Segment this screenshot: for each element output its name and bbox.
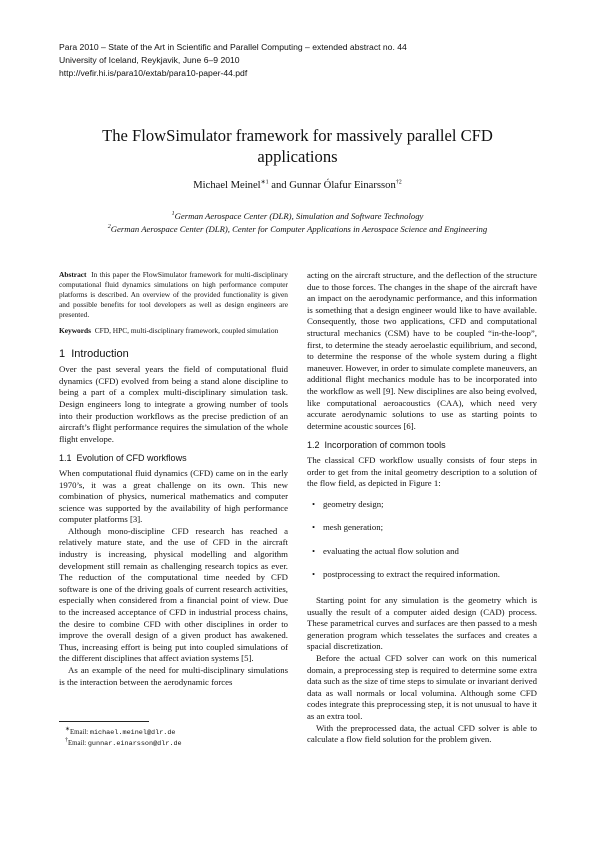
affiliation	[40, 224, 555, 234]
paragraph: With the preprocessed data, the actual CFD solver is able to calculate a flow field solution for the problem given.	[307, 722, 537, 745]
list-item-text: postprocessing to extract the required information.	[323, 569, 500, 580]
header-url[interactable]: http://vefir.hi.is/para10/extab/para10-paper-44.pdf	[59, 68, 248, 79]
paper-title	[60, 126, 535, 167]
paragraph: When computational fluid dynamics (CFD) came on in the early 1970’s, it was a great challenge on its own. This new combination of physics, numerical mathematics and computer science was supported by the availability of high performance computer platforms [3].	[59, 467, 288, 525]
footnote-rule	[59, 721, 149, 722]
list-item	[307, 546, 537, 570]
footnote-email[interactable]: gunnar.einarsson@dlr.de	[87, 740, 182, 748]
paragraph: Over the past several years the field of computational fluid dynamics (CFD) evolved from being a stand alone discipline to being a part of a complex multi-disciplinary simulation task. Design engineers long to integrate a growing number of tools into their production workflows as the precise prediction of an aircraft’s flight performance requires the simulation of the whole flight envelope.	[59, 364, 288, 444]
keywords-label: Keywords	[59, 326, 92, 336]
section-title: Introduction	[71, 347, 129, 360]
header-line: University of Iceland, Reykjavik, June 6–9 2010	[59, 55, 240, 66]
paragraph: Starting point for any simulation is the geometry which is usually the result of a computer aided design (CAD) process. These parametrical curves and surfaces are then passed to a mesh generation program which tesselates the surfaces and creates a spacial discretization.	[307, 595, 537, 652]
subsection-title: Evolution of CFD workflows	[76, 453, 187, 464]
section-number: 1	[59, 347, 66, 360]
footnote	[65, 726, 176, 737]
bullet-icon: •	[312, 498, 316, 509]
affiliation-text: German Aerospace Center (DLR), Center for Computer Applications in Aerospace Science and Engineering	[110, 224, 488, 234]
bullet-list	[307, 499, 537, 593]
author-conjunction: and	[268, 180, 290, 191]
keywords-text: CFD, HPC, multi-disciplinary framework, coupled simulation	[94, 326, 279, 336]
left-column	[59, 270, 288, 688]
paragraph: acting on the aircraft structure, and the deflection of the structure due to those forces. The changes in the shape of the aircraft have an impact on the aerodynamic performance, and this information is something that a design engineer would like to have available. Consequently, those two applications, CFD and computational structural mechanics (CSM) have to be coupled “in-the-loop”, first, to determine the steady aeroelastic equilibrium, and second, to determine the response of the whole system during a flight maneuver. However, in order to simulate complete maneuvers, an additional flight mechanics module has to be incorporated into the workflow as well [9]. New disciplines are also being evolved, like computational aeroacoustics (CAA), which need very accurate aerodynamic solutions to use as starting points to determine acoustic sources [6].	[307, 270, 537, 431]
paragraph: The classical CFD workflow usually consists of four steps in order to get from the inital geometry description to a solution of the flow field, as depicted in Figure 1:	[307, 454, 537, 489]
affiliation-marker: 2	[107, 224, 111, 231]
header-line: Para 2010 – State of the Art in Scientific and Parallel Computing – extended abstract no. 44	[59, 42, 407, 52]
right-column	[307, 270, 537, 746]
footnote	[65, 737, 182, 748]
author-marker: ∗1	[260, 179, 269, 186]
affiliation-text: German Aerospace Center (DLR), Simulation and Software Technology	[174, 211, 424, 221]
subsection-number: 1.2	[307, 440, 320, 451]
subsection-heading	[59, 453, 288, 465]
footnote-label: Email:	[70, 729, 90, 736]
title-line: The FlowSimulator framework for massively parallel CFD	[102, 126, 493, 145]
list-item-text: geometry design;	[323, 498, 384, 509]
author-marker: †2	[395, 179, 402, 186]
abstract-label: Abstract	[59, 270, 87, 279]
abstract	[59, 270, 288, 320]
author-line	[60, 180, 535, 191]
paragraph: Before the actual CFD solver can work on this numerical domain, a preprocessing step is required to determine some extra data such as the size of time steps to simulate or invariant derived data as wall normals or local volumina. Although some CFD codes integrate this preprocessing step, it is not unusual to have it as an extra tool.	[307, 653, 537, 721]
bullet-icon: •	[312, 569, 316, 580]
list-item	[307, 569, 537, 593]
bullet-icon: •	[312, 522, 316, 533]
affiliation-marker: 1	[171, 211, 175, 218]
title-line: applications	[257, 146, 338, 166]
author-name: Michael Meinel	[193, 180, 261, 191]
list-item-text: mesh generation;	[323, 522, 384, 533]
list-item	[307, 522, 537, 546]
section-heading	[59, 349, 288, 361]
list-item	[307, 499, 537, 523]
keywords	[59, 326, 288, 336]
paragraph: As an example of the need for multi-disciplinary simulations is the interaction between the aerodynamic forces	[59, 665, 288, 687]
bullet-icon: •	[312, 545, 316, 556]
footnote-marker: †	[65, 737, 68, 744]
list-item-text: evaluating the actual flow solution and	[323, 545, 459, 556]
paragraph: Although mono-discipline CFD research has reached a relatively mature state, and the use of CFD in the aircraft industry is increasing, physical modelling and algorithm development still remain as challenging research topics as ever. The reduction of the computational time needed by CFD software is one of the driving goals of current research activities, especially when considered from a financial point of view. Due to the increased acceptance of CFD in industrial process chains, the desire to combine CFD with other disciplines in order to improve the overall design of a given product has awakened. Thus, increasing effort is being put into coupled simulations of the different disciplines that affect aviation systems [5].	[59, 525, 288, 664]
abstract-text: In this paper the FlowSimulator framework for multi-disciplinary computational fluid dynamics simulations on high performance computer platforms is described. An overview of the provided functionality is given and possible benefits for tool developers as well as design engineers are presented.	[59, 270, 288, 320]
footnote-marker: ∗	[65, 726, 71, 733]
footnote-label: Email:	[68, 740, 88, 747]
subsection-heading	[307, 440, 537, 452]
affiliation	[40, 211, 555, 221]
footnote-email[interactable]: michael.meinel@dlr.de	[89, 729, 176, 737]
subsection-title: Incorporation of common tools	[324, 440, 446, 451]
conference-header	[59, 41, 539, 81]
author-name: Gunnar Ólafur Einarsson	[289, 180, 396, 191]
subsection-number: 1.1	[59, 453, 72, 464]
